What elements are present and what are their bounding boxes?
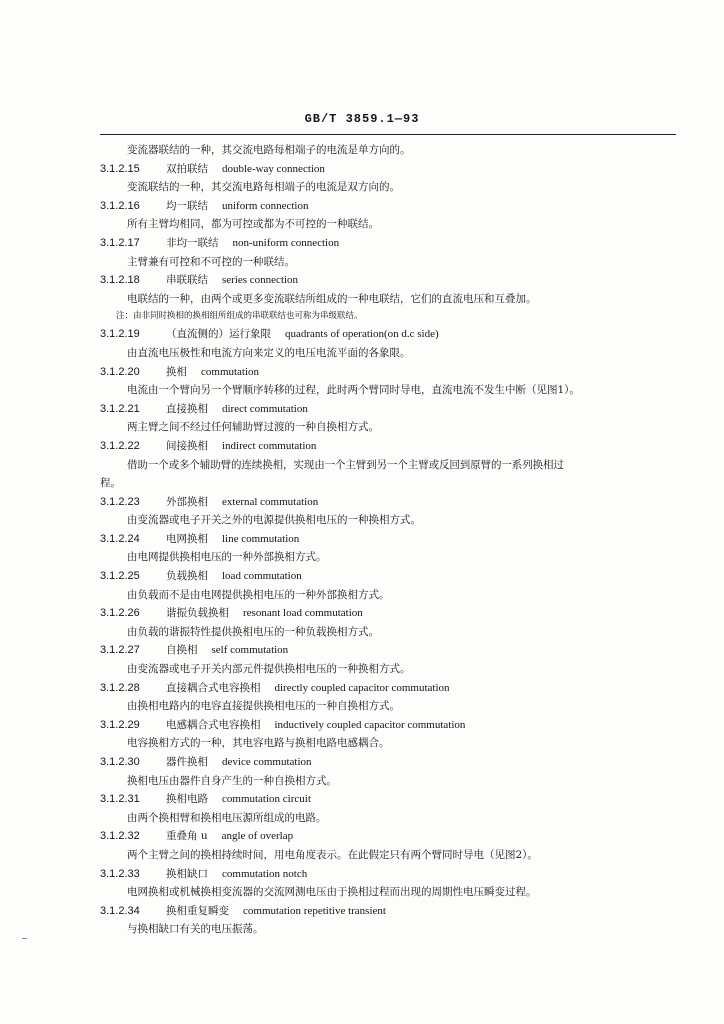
clause-number: 3.1.2.16	[100, 199, 140, 212]
term-english: quadrants of operation(on d.c side)	[285, 328, 439, 341]
term-entry	[100, 363, 676, 382]
term-entry	[100, 567, 676, 586]
term-chinese: 换相电路	[166, 793, 208, 806]
clause-number: 3.1.2.30	[100, 756, 140, 768]
term-english: commutation	[201, 365, 260, 378]
definition-text: 电容换相方式的一种，其电容电路与换相电路电感耦合。	[127, 737, 390, 750]
definition-text: 由负载而不是由电网提供换相电压的一种外部换相方式。	[127, 588, 390, 601]
document-body	[100, 141, 676, 939]
term-chinese: 间接换相	[166, 439, 208, 452]
term-entry	[100, 902, 676, 921]
term-english: angle of overlap	[221, 830, 294, 843]
clause-number: 3.1.2.19	[100, 328, 140, 341]
definition-text: 电网换相或机械换相变流器的交流网测电压由于换相过程而出现的周期性电压瞬变过程。	[127, 886, 537, 899]
clause-number: 3.1.2.28	[100, 681, 140, 694]
term-chinese: 直接耦合式电容换相	[166, 681, 261, 694]
clause-number: 3.1.2.18	[100, 274, 140, 287]
term-entry	[100, 865, 676, 884]
term-english: series connection	[222, 274, 299, 287]
clause-number: 3.1.2.21	[100, 402, 140, 415]
margin-mark	[22, 938, 27, 939]
term-entry	[100, 530, 676, 549]
term-entry	[100, 493, 676, 512]
clause-number: 3.1.2.23	[100, 495, 140, 508]
clause-number: 3.1.2.24	[100, 532, 140, 545]
term-chinese: 均一联结	[166, 199, 208, 212]
term-entry	[100, 679, 676, 698]
clause-number: 3.1.2.25	[100, 570, 140, 583]
clause-number: 3.1.2.34	[100, 904, 140, 917]
definition-text: 由负载的谐振特性提供换相电压的一种负载换相方式。	[127, 625, 379, 638]
definition-text: 由电网提供换相电压的一种外部换相方式。	[127, 551, 327, 564]
term-entry	[100, 790, 676, 809]
term-english: direct commutation	[222, 402, 308, 415]
term-entry	[100, 641, 676, 660]
definition-text: 由两个换相臂和换相电压源所组成的电路。	[127, 811, 327, 824]
definition-text: 变流联结的一种，其交流电路每相端子的电流是双方向的。	[127, 181, 400, 194]
term-entry	[100, 197, 676, 216]
clause-number: 3.1.2.31	[100, 793, 140, 806]
term-english: external commutation	[222, 495, 319, 508]
definition-text: 由变流器或电子开关内部元件提供换相电压的一种换相方式。	[127, 663, 411, 676]
clause-number: 3.1.2.15	[100, 162, 140, 175]
term-english: device commutation	[222, 756, 312, 768]
term-english: line commutation	[222, 532, 300, 545]
clause-number: 3.1.2.26	[100, 607, 140, 620]
term-entry	[100, 234, 676, 253]
term-entry	[100, 400, 676, 419]
term-chinese: 电感耦合式电容换相	[166, 718, 261, 731]
term-english: load commutation	[222, 570, 302, 583]
definition-text: 由换相电路内的电容直接提供换相电压的一种自换相方式。	[127, 700, 400, 713]
term-chinese: 换相重复瞬变	[166, 904, 229, 917]
clause-number: 3.1.2.17	[100, 236, 140, 249]
term-entry	[100, 827, 676, 846]
definition-text: 变流器联结的一种，其交流电路每相端子的电流是单方向的。	[127, 144, 411, 156]
term-chinese: 自换相	[166, 644, 198, 657]
definition-text: 主臂兼有可控和不可控的一种联结。	[127, 255, 295, 268]
header-rule	[100, 134, 676, 135]
definition-text: 与换相缺口有关的电压振荡。	[127, 923, 264, 936]
term-english: commutation repetitive transient	[243, 904, 386, 917]
term-entry	[100, 716, 676, 735]
term-english: resonant load commutation	[243, 607, 363, 620]
term-english: self commutation	[211, 644, 289, 657]
term-entry	[100, 160, 676, 179]
term-english: indirect commutation	[222, 439, 317, 452]
term-chinese: 直接换相	[166, 402, 208, 415]
definition-text: 由直流电压极性和电流方向来定义的电压电流平面的各象限。	[127, 346, 411, 359]
term-chinese: （直流侧的）运行象限	[166, 328, 271, 341]
note-text: 注：由非同时换相的换相组所组成的串联联结也可称为串级联结。	[116, 311, 363, 322]
term-chinese: 双拍联结	[166, 162, 208, 175]
term-english: uniform connection	[222, 199, 309, 212]
term-english: directly coupled capacitor commutation	[274, 681, 450, 694]
term-english: commutation circuit	[222, 793, 311, 806]
definition-text: 由变流器或电子开关之外的电源提供换相电压的一种换相方式。	[127, 514, 421, 527]
clause-number: 3.1.2.33	[100, 867, 140, 880]
definition-text: 借助一个或多个辅助臂的连续换相，实现由一个主臂到另一个主臂或反回到原臂的一系列换相过	[127, 458, 564, 471]
term-chinese: 换相	[166, 365, 187, 378]
clause-number: 3.1.2.27	[100, 644, 140, 657]
definition-text: 换相电压由器件自身产生的一种自换相方式。	[127, 774, 337, 787]
definition-text: 所有主臂均相同，都为可控或都为不可控的一种联结。	[127, 218, 379, 231]
clause-number: 3.1.2.29	[100, 718, 140, 731]
term-chinese: 谐振负载换相	[166, 607, 229, 620]
term-english: double-way connection	[222, 162, 325, 175]
term-chinese: 器件换相	[166, 756, 208, 768]
definition-text: 电流由一个臂向另一个臂顺序转移的过程，此时两个臂同时导电，直流电流不发生中断（见图1）。	[127, 384, 580, 397]
term-chinese: 电网换相	[166, 532, 208, 545]
term-entry	[100, 437, 676, 456]
term-chinese: 负载换相	[166, 570, 208, 583]
clause-number: 3.1.2.22	[100, 439, 140, 452]
term-entry	[100, 753, 676, 772]
term-chinese: 换相缺口	[166, 867, 208, 880]
clause-number: 3.1.2.32	[100, 830, 140, 843]
page-header: GB/T 3859.1—93	[304, 112, 420, 126]
term-english: inductively coupled capacitor commutation	[274, 718, 466, 731]
definition-text: 两个主臂之间的换相持续时间，用电角度表示。在此假定只有两个臂同时导电（见图2）。	[127, 848, 538, 861]
definition-text: 两主臂之间不经过任何辅助臂过渡的一种自换相方式。	[127, 421, 379, 434]
term-chinese: 重叠角 u	[166, 830, 208, 843]
term-english: commutation notch	[222, 867, 308, 880]
term-chinese: 非均一联结	[166, 236, 219, 249]
term-entry	[100, 604, 676, 623]
term-chinese: 串联联结	[166, 274, 208, 287]
term-chinese: 外部换相	[166, 495, 208, 508]
clause-number: 3.1.2.20	[100, 365, 140, 378]
term-english: non-uniform connection	[232, 236, 340, 249]
definition-text: 电联结的一种，由两个或更多变流联结所组成的一种电联结，它们的直流电压和互叠加。	[127, 292, 537, 305]
term-entry	[100, 271, 676, 290]
definition-text: 程。	[100, 477, 121, 490]
term-entry	[100, 325, 676, 344]
